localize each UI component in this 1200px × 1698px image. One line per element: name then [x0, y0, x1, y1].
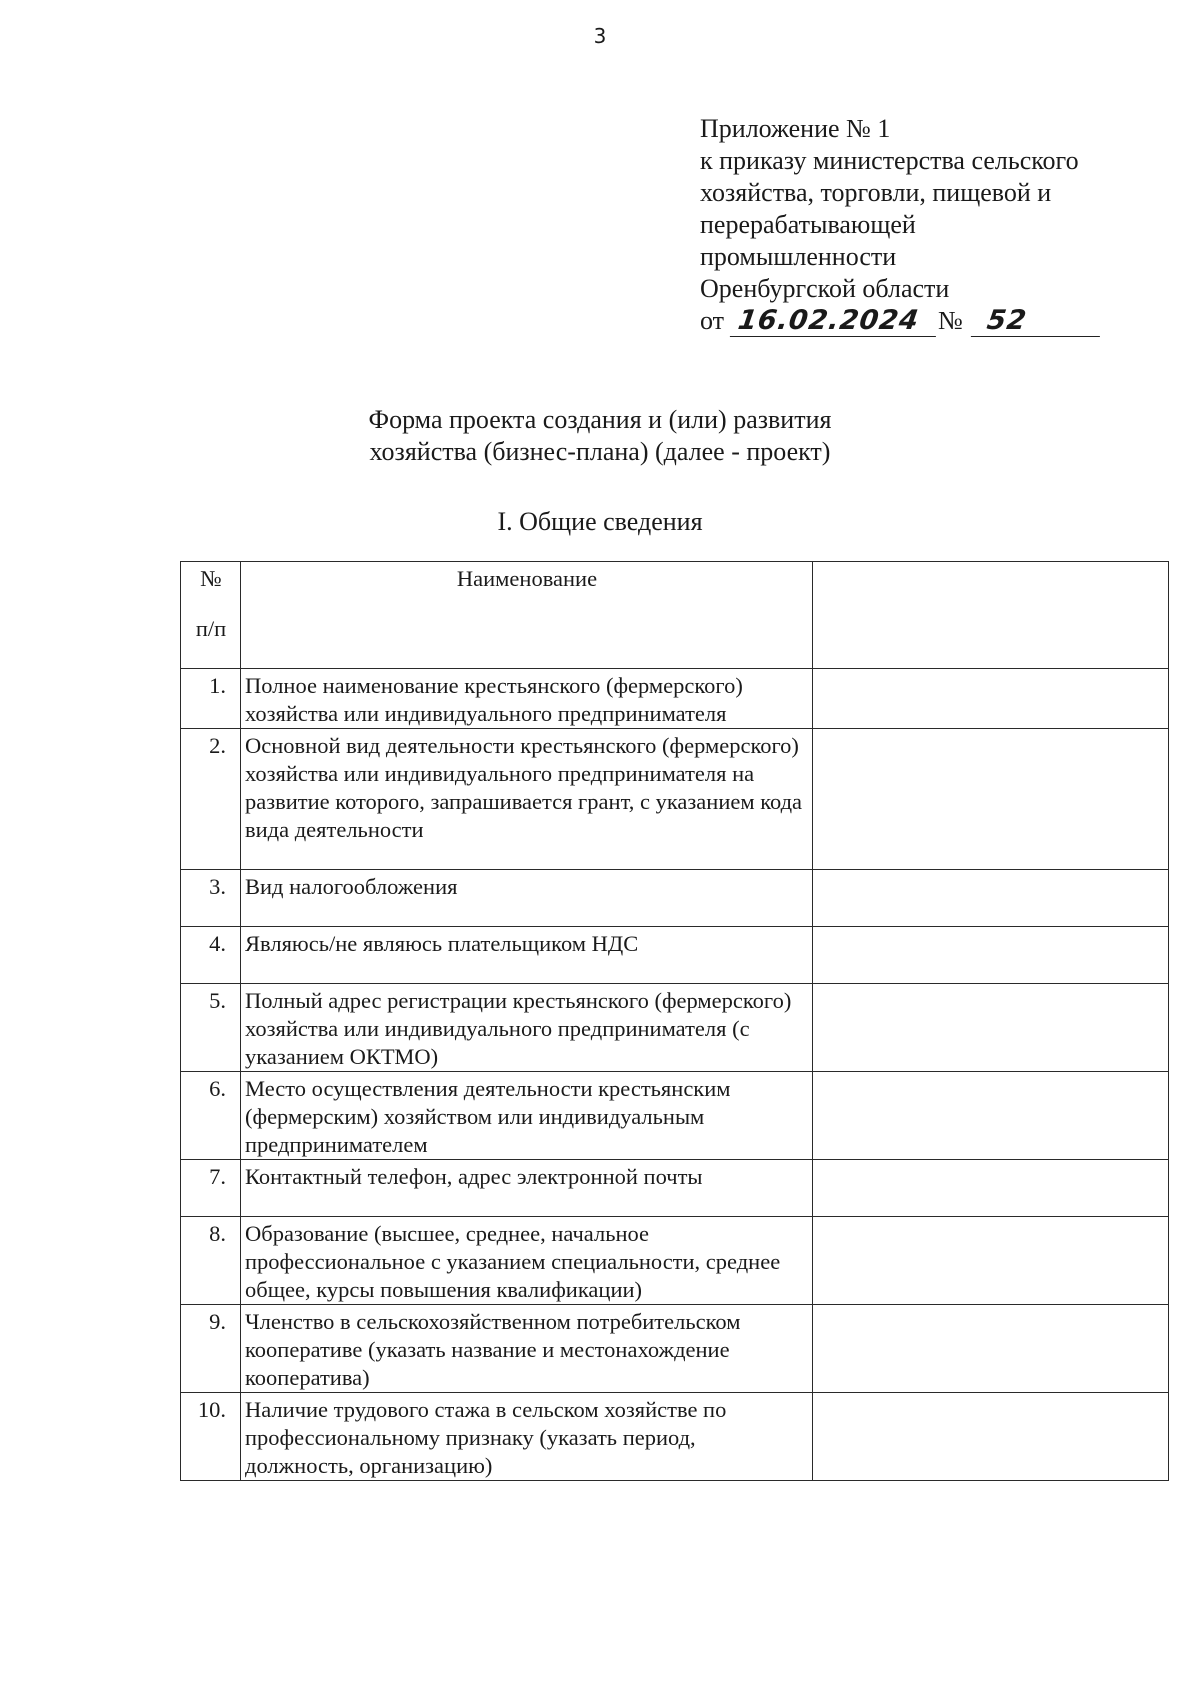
- row-name: Вид налогообложения: [241, 870, 813, 927]
- row-number: 6.: [181, 1072, 241, 1160]
- row-number: 10.: [181, 1393, 241, 1481]
- from-label: от: [700, 306, 725, 335]
- row-name: Являюсь/не являюсь плательщиком НДС: [241, 927, 813, 984]
- handwritten-number: 52: [971, 306, 1104, 337]
- header-num-label: №: [200, 566, 222, 591]
- row-name: Основной вид деятельности крестьянского (фермерского) хозяйства или индивидуального предпринимателя на развитие которого, запрашивается грант, с указанием кода вида деятельности: [241, 729, 813, 870]
- form-title-line: Форма проекта создания и (или) развития: [368, 405, 832, 434]
- row-value[interactable]: [813, 1217, 1169, 1305]
- row-number: 8.: [181, 1217, 241, 1305]
- row-number: 4.: [181, 927, 241, 984]
- table-row: [181, 1217, 1169, 1305]
- table-row: [181, 984, 1169, 1072]
- appendix-line: Приложение № 1: [700, 114, 891, 143]
- table-row: [181, 729, 1169, 870]
- section-title: I. Общие сведения: [497, 507, 703, 536]
- appendix-line: промышленности: [700, 242, 897, 271]
- row-value[interactable]: [813, 729, 1169, 870]
- form-title-line: хозяйства (бизнес-плана) (далее - проект): [369, 437, 831, 466]
- table-row: [181, 870, 1169, 927]
- row-value[interactable]: [813, 1072, 1169, 1160]
- row-number: 3.: [181, 870, 241, 927]
- row-name: Полный адрес регистрации крестьянского (фермерского) хозяйства или индивидуального предпринимателя (с указанием ОКТМО): [241, 984, 813, 1072]
- table-row: [181, 1072, 1169, 1160]
- row-name: Место осуществления деятельности крестьянским (фермерским) хозяйством или индивидуальным предпринимателем: [241, 1072, 813, 1160]
- table-row: [181, 927, 1169, 984]
- form-title: [0, 404, 1200, 468]
- row-value[interactable]: [813, 870, 1169, 927]
- appendix-line: к приказу министерства сельского: [700, 146, 1079, 175]
- appendix-block: [700, 113, 1160, 337]
- table-row: [181, 669, 1169, 729]
- row-number: 1.: [181, 669, 241, 729]
- row-value[interactable]: [813, 984, 1169, 1072]
- row-name: Контактный телефон, адрес электронной почты: [241, 1160, 813, 1217]
- table-header-row: [181, 562, 1169, 669]
- appendix-line: хозяйства, торговли, пищевой и: [700, 178, 1052, 207]
- header-value-cell: [813, 562, 1169, 669]
- appendix-line: Оренбургской области: [700, 274, 950, 303]
- appendix-line: перерабатывающей: [700, 210, 916, 239]
- row-value[interactable]: [813, 927, 1169, 984]
- table-row: [181, 1393, 1169, 1481]
- row-number: 5.: [181, 984, 241, 1072]
- row-name: Членство в сельскохозяйственном потребительском кооперативе (указать название и местонахождение кооператива): [241, 1305, 813, 1393]
- row-value[interactable]: [813, 1160, 1169, 1217]
- header-pp-label: п/п: [195, 616, 227, 641]
- order-date-number-line: [700, 305, 1160, 337]
- row-number: 9.: [181, 1305, 241, 1393]
- row-number: 7.: [181, 1160, 241, 1217]
- handwritten-date: 16.02.2024: [730, 306, 940, 337]
- header-name-cell: Наименование: [241, 562, 813, 669]
- general-info-table: [180, 561, 1169, 1481]
- row-value[interactable]: [813, 1305, 1169, 1393]
- header-num-cell: [181, 562, 241, 669]
- page-number: 3: [593, 24, 607, 48]
- row-value[interactable]: [813, 1393, 1169, 1481]
- table-row: [181, 1160, 1169, 1217]
- number-label: №: [938, 306, 963, 335]
- table-row: [181, 1305, 1169, 1393]
- row-name: Наличие трудового стажа в сельском хозяйстве по профессиональному признаку (указать период, должность, организацию): [241, 1393, 813, 1481]
- row-number: 2.: [181, 729, 241, 870]
- row-value[interactable]: [813, 669, 1169, 729]
- row-name: Образование (высшее, среднее, начальное профессиональное с указанием специальности, среднее общее, курсы повышения квалификации): [241, 1217, 813, 1305]
- row-name: Полное наименование крестьянского (фермерского) хозяйства или индивидуального предпринимателя: [241, 669, 813, 729]
